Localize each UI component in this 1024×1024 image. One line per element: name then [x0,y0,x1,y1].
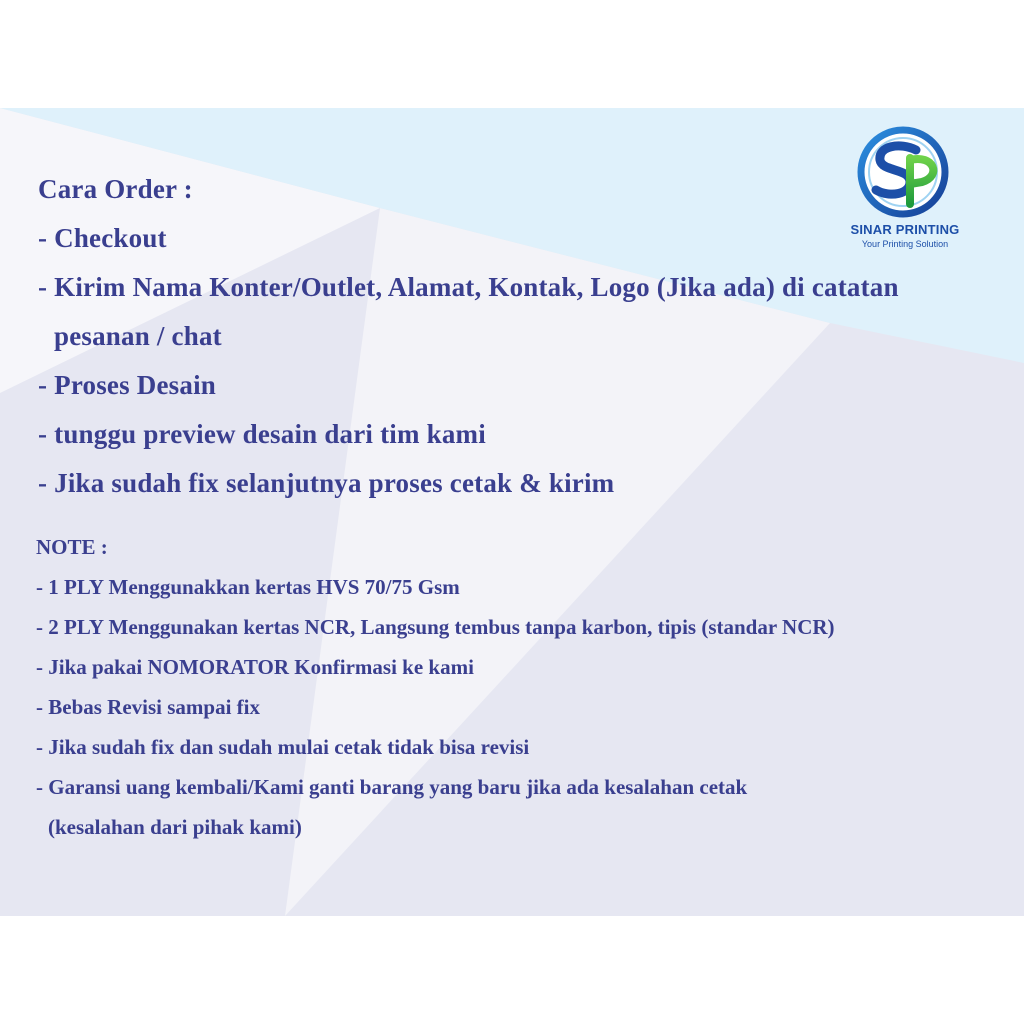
order-step-send-info-cont: pesanan / chat [54,321,222,351]
note-item-revisi: - Bebas Revisi sampai fix [36,695,261,719]
sp-logo-icon [838,124,972,224]
note-title: NOTE : [36,535,108,559]
note-item-no-revisi: - Jika sudah fix dan sudah mulai cetak tidak bisa revisi [36,735,530,759]
brand-tagline: Your Printing Solution [861,239,949,249]
order-step-checkout: - Checkout [38,223,167,253]
note-item-garansi: - Garansi uang kembali/Kami ganti barang yang baru jika ada kesalahan cetak [36,775,748,799]
note-item-garansi-cont: (kesalahan dari pihak kami) [48,815,302,839]
note-item-2ply: - 2 PLY Menggunakan kertas NCR, Langsung tembus tanpa karbon, tipis (standar NCR) [36,615,835,639]
order-title: Cara Order : [38,174,193,204]
order-step-design: - Proses Desain [38,370,216,400]
order-step-print: - Jika sudah fix selanjutnya proses cetak & kirim [38,468,615,498]
brand-name: SINAR PRINTING [850,222,960,237]
info-panel [0,108,1024,916]
brand-logo [838,124,972,249]
note-item-1ply: - 1 PLY Menggunakkan kertas HVS 70/75 Gsm [36,575,460,599]
order-step-preview: - tunggu preview desain dari tim kami [38,419,486,449]
order-step-send-info: - Kirim Nama Konter/Outlet, Alamat, Kontak, Logo (Jika ada) di catatan [38,272,899,302]
note-item-nomorator: - Jika pakai NOMORATOR Konfirmasi ke kami [36,655,474,679]
